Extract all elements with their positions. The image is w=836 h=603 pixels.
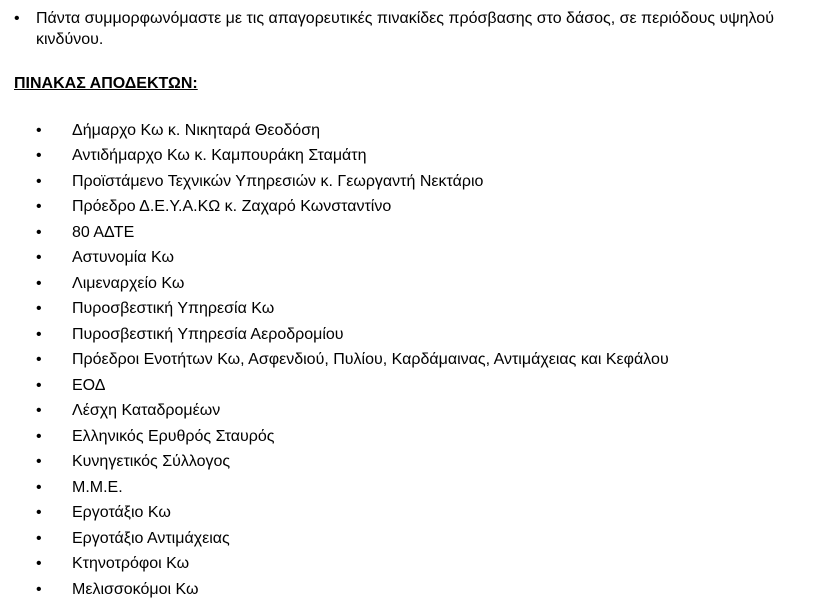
recipient-list-item: [36, 348, 669, 374]
bullet-icon: •: [36, 223, 42, 241]
bullet-icon: •: [36, 121, 42, 139]
bullet-icon: •: [36, 325, 42, 343]
recipient-list-item: [36, 195, 669, 221]
recipient-list-item: [36, 399, 669, 425]
bullet-icon: •: [36, 478, 42, 496]
recipient-list-item: [36, 169, 669, 195]
bullet-icon: •: [36, 427, 42, 445]
recipient-label: Εργοτάξιο Αντιμάχειας: [72, 529, 230, 547]
bullet-icon: •: [36, 580, 42, 598]
bullet-icon: •: [36, 376, 42, 394]
recipient-list-item: [36, 118, 669, 144]
recipient-label: Πρόεδροι Ενοτήτων Κω, Ασφενδιού, Πυλίου, Καρδάμαινας, Αντιμάχειας και Κεφάλου: [72, 351, 669, 369]
recipient-list-item: [36, 144, 669, 170]
recipient-list-item: [36, 475, 669, 501]
recipient-list-item: [36, 373, 669, 399]
recipient-list-item: [36, 526, 669, 552]
recipient-list-item: [36, 246, 669, 272]
recipient-label: Αστυνομία Κω: [72, 249, 174, 267]
recipient-label: Κυνηγετικός Σύλλογος: [72, 453, 231, 471]
bullet-icon: •: [36, 274, 42, 292]
recipient-label: Προϊστάμενο Τεχνικών Υπηρεσιών κ. Γεωργαντή Νεκτάριο: [72, 172, 484, 190]
recipient-label: Μ.Μ.Ε.: [72, 478, 123, 496]
recipients-list: [36, 118, 669, 603]
bullet-icon: •: [36, 555, 42, 573]
bullet-icon: •: [36, 198, 42, 216]
recipient-label: Αντιδήμαρχο Κω κ. Καμπουράκη Σταμάτη: [72, 147, 367, 165]
recipient-label: Μελισσοκόμοι Κω: [72, 580, 199, 598]
intro-bullet-text: Πάντα συμμορφωνόμαστε με τις απαγορευτικές πινακίδες πρόσβασης στο δάσος, σε περιόδους υψηλού κινδύνου.: [36, 10, 774, 48]
recipient-label: Πυροσβεστική Υπηρεσία Κω: [72, 300, 275, 318]
recipient-label: Ελληνικός Ερυθρός Σταυρός: [72, 427, 275, 445]
bullet-icon: •: [36, 249, 42, 267]
recipient-list-item: [36, 552, 669, 578]
bullet-icon: •: [36, 504, 42, 522]
recipient-list-item: [36, 424, 669, 450]
recipient-list-item: [36, 271, 669, 297]
recipient-list-item: [36, 322, 669, 348]
recipient-label: 80 ΑΔΤΕ: [72, 223, 135, 241]
recipient-list-item: [36, 220, 669, 246]
recipient-label: Λιμεναρχείο Κω: [72, 274, 185, 292]
recipient-list-item: [36, 501, 669, 527]
recipient-list-item: [36, 297, 669, 323]
bullet-icon: •: [36, 147, 42, 165]
bullet-icon: •: [36, 529, 42, 547]
bullet-icon: •: [36, 453, 42, 471]
bullet-icon: •: [36, 172, 42, 190]
recipient-list-item: [36, 577, 669, 603]
recipient-label: Πυροσβεστική Υπηρεσία Αεροδρομίου: [72, 325, 344, 343]
recipient-label: ΕΟΔ: [72, 376, 106, 394]
recipient-label: Δήμαρχο Κω κ. Νικηταρά Θεοδόση: [72, 121, 320, 139]
recipient-label: Εργοτάξιο Κω: [72, 504, 171, 522]
bullet-icon: •: [36, 300, 42, 318]
intro-bullet-item: [14, 8, 824, 50]
bullet-icon: •: [36, 351, 42, 369]
recipient-label: Λέσχη Καταδρομέων: [72, 402, 221, 420]
bullet-icon: •: [36, 402, 42, 420]
recipients-heading: ΠΙΝΑΚΑΣ ΑΠΟΔΕΚΤΩΝ:: [14, 75, 198, 92]
recipient-label: Κτηνοτρόφοι Κω: [72, 555, 190, 573]
recipient-list-item: [36, 450, 669, 476]
recipient-label: Πρόεδρο Δ.Ε.Υ.Α.ΚΩ κ. Ζαχαρό Κωνσταντίνο: [72, 198, 392, 216]
bullet-icon: •: [14, 10, 20, 27]
